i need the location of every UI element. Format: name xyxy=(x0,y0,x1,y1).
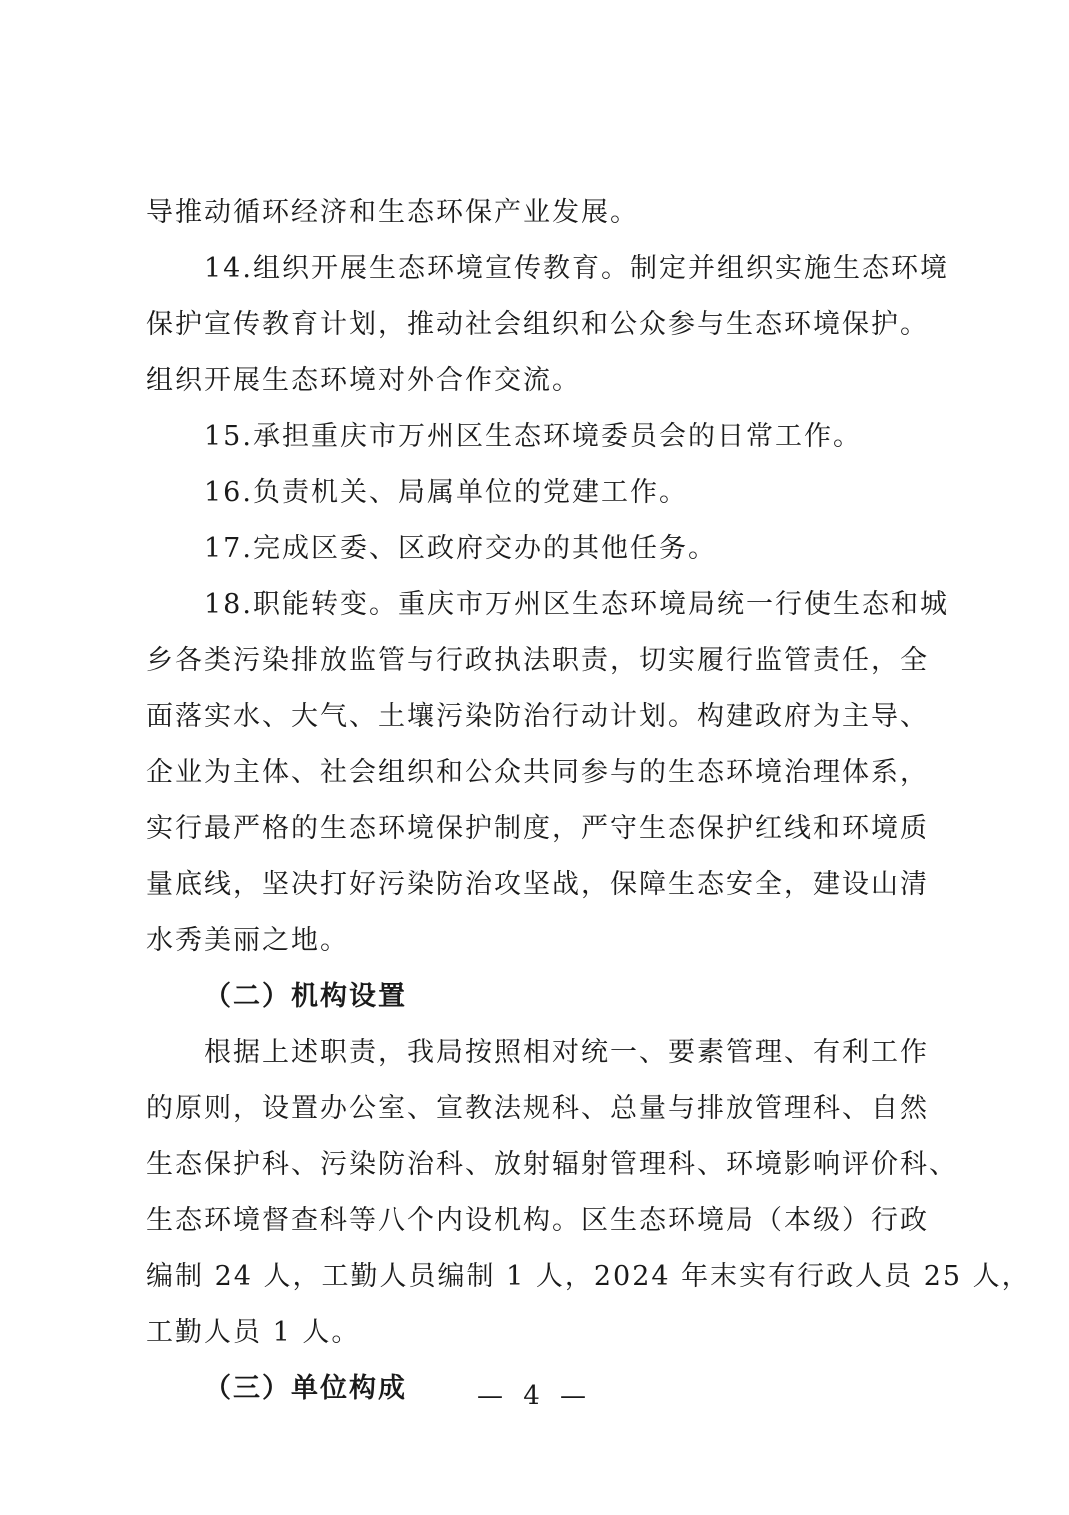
text-line: 18.职能转变。重庆市万州区生态环境局统一行使生态和城 xyxy=(204,589,949,620)
text-line: 15.承担重庆市万州区生态环境委员会的日常工作。 xyxy=(204,421,862,452)
text-line: 根据上述职责，我局按照相对统一、要素管理、有利工作 xyxy=(204,1037,929,1068)
text-line: 面落实水、大气、土壤污染防治行动计划。构建政府为主导、 xyxy=(146,701,929,732)
text-line: 16.负责机关、局属单位的党建工作。 xyxy=(204,477,688,508)
text-line: 17.完成区委、区政府交办的其他任务。 xyxy=(204,533,717,564)
text-line: 组织开展生态环境对外合作交流。 xyxy=(146,365,581,396)
text-line: 生态环境督查科等八个内设机构。区生态环境局（本级）行政 xyxy=(146,1205,929,1236)
text-line: 量底线，坚决打好污染防治攻坚战，保障生态安全，建设山清 xyxy=(146,869,929,900)
section-heading: （二）机构设置 xyxy=(204,981,407,1012)
text-line: 实行最严格的生态环境保护制度，严守生态保护红线和环境质 xyxy=(146,813,929,844)
text-line: 企业为主体、社会组织和公众共同参与的生态环境治理体系， xyxy=(146,757,929,788)
text-line: 的原则，设置办公室、宣教法规科、总量与排放管理科、自然 xyxy=(146,1093,929,1124)
section-heading: （三）单位构成 xyxy=(204,1373,407,1404)
page-number: — 4 — xyxy=(476,1381,593,1411)
text-line: 编制 24 人，工勤人员编制 1 人，2024 年末实有行政人员 25 人， xyxy=(146,1261,1031,1292)
document-body xyxy=(146,185,1031,1417)
text-line: 14.组织开展生态环境宣传教育。制定并组织实施生态环境 xyxy=(204,253,949,284)
text-line: 导推动循环经济和生态环保产业发展。 xyxy=(146,197,639,228)
text-line: 水秀美丽之地。 xyxy=(146,925,349,956)
text-line: 工勤人员 1 人。 xyxy=(146,1317,361,1348)
text-line: 保护宣传教育计划，推动社会组织和公众参与生态环境保护。 xyxy=(146,309,929,340)
text-line: 乡各类污染排放监管与行政执法职责，切实履行监管责任，全 xyxy=(146,645,929,676)
text-line: 生态保护科、污染防治科、放射辐射管理科、环境影响评价科、 xyxy=(146,1149,958,1180)
